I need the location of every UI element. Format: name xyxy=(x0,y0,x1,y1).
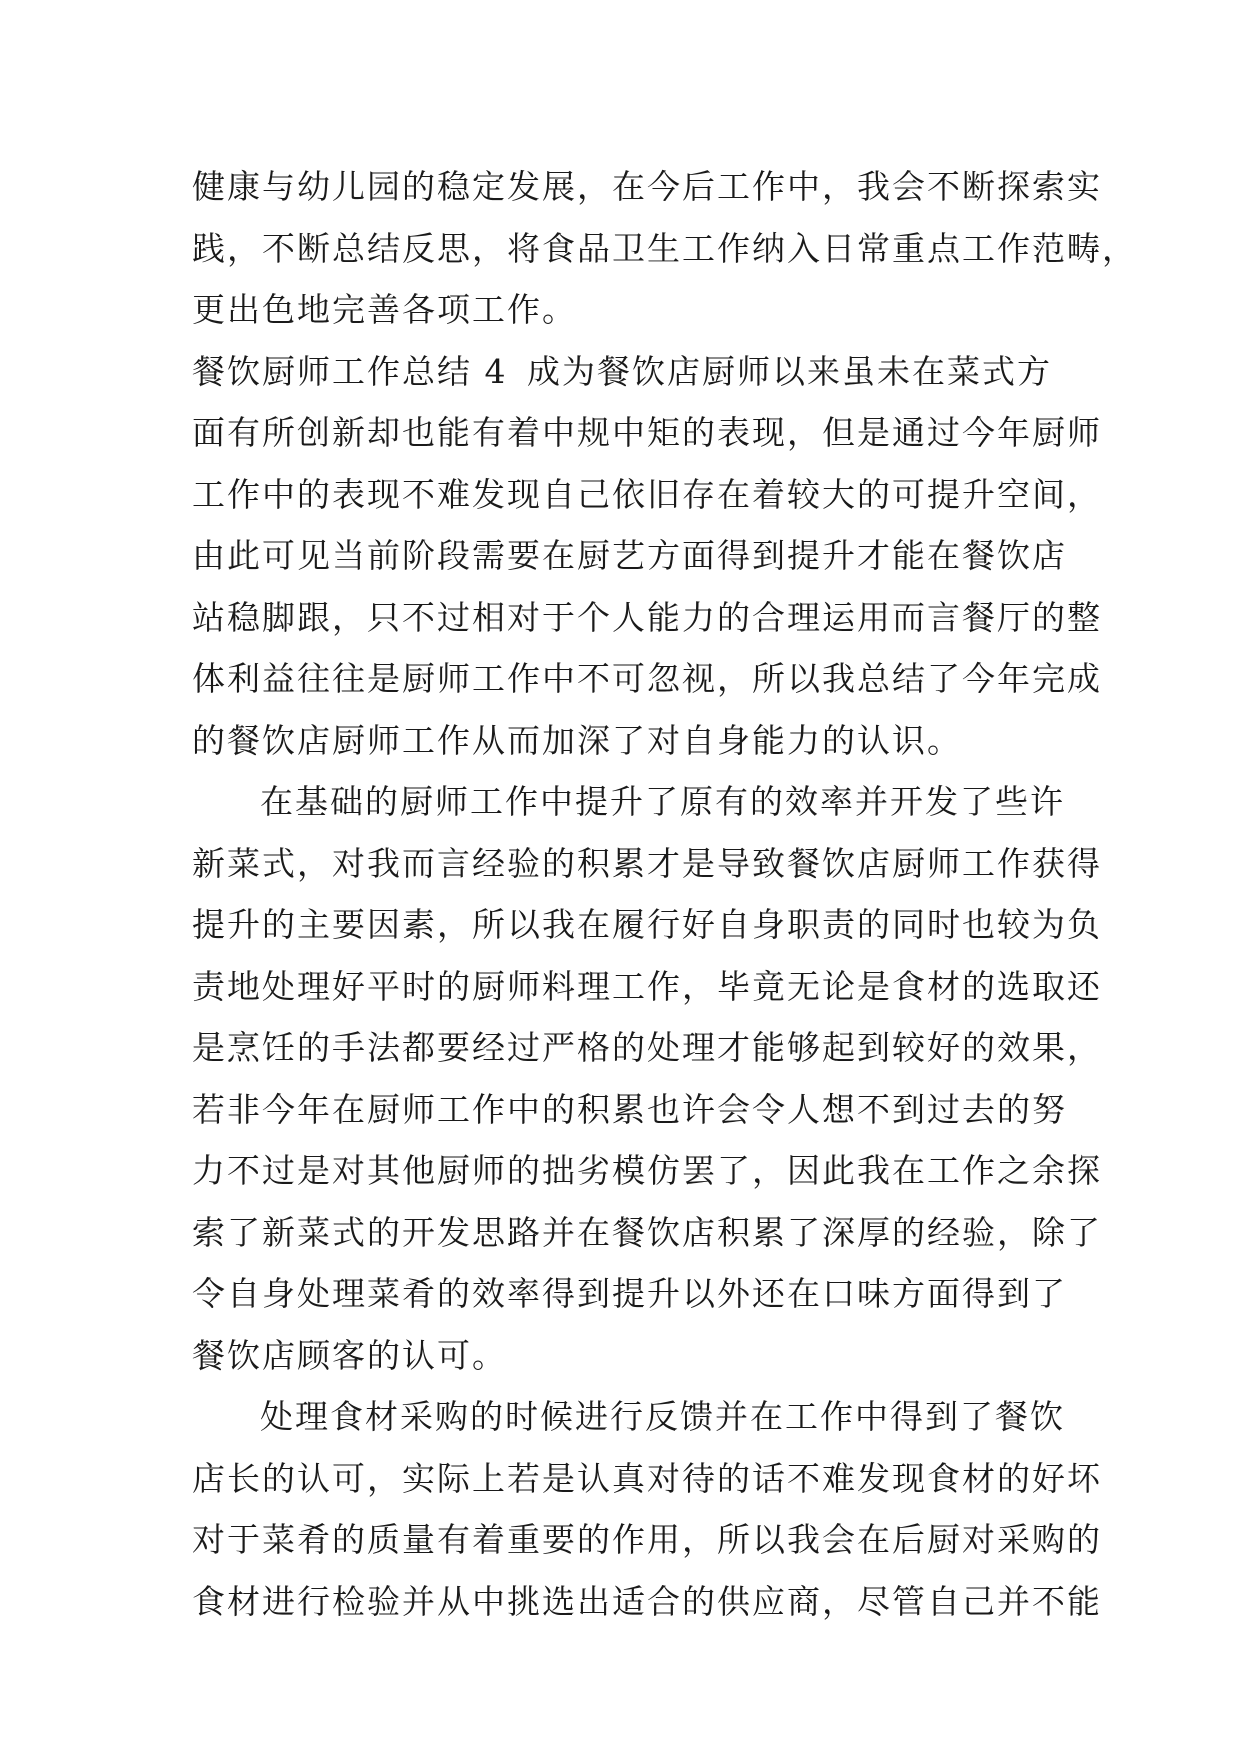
text-line: 处理食材采购的时候进行反馈并在工作中得到了餐饮 xyxy=(260,1397,1065,1436)
text-line: 由此可见当前阶段需要在厨艺方面得到提升才能在餐饮店 xyxy=(192,536,1067,575)
section-paragraph-1 xyxy=(192,341,1102,772)
text-line: 是烹饪的手法都要经过严格的处理才能够起到较好的效果， xyxy=(192,1028,1102,1067)
text-line: 提升的主要因素，所以我在履行好自身职责的同时也较为负 xyxy=(192,905,1102,944)
text-line: 责地处理好平时的厨师料理工作，毕竟无论是食材的选取还 xyxy=(192,966,1102,1006)
text-line: 食材进行检验并从中挑选出适合的供应商，尽管自己并不能 xyxy=(192,1581,1102,1621)
text-line: 对于菜肴的质量有着重要的作用，所以我会在后厨对采购的 xyxy=(192,1520,1102,1559)
text-line: 索了新菜式的开发思路并在餐饮店积累了深厚的经验，除了 xyxy=(192,1212,1102,1252)
text-line: 店长的认可，实际上若是认真对待的话不难发现食材的好坏 xyxy=(192,1458,1102,1498)
text-line: 若非今年在厨师工作中的积累也许会令人想不到过去的努 xyxy=(192,1089,1067,1129)
text-line: 工作中的表现不难发现自己依旧存在着较大的可提升空间， xyxy=(192,474,1102,514)
text-line: 新菜式，对我而言经验的积累才是导致餐饮店厨师工作获得 xyxy=(192,843,1102,883)
section-paragraph-2 xyxy=(192,771,1102,1386)
text-line: 餐饮店顾客的认可。 xyxy=(192,1335,507,1375)
section-heading: 餐饮厨师工作总结 4 xyxy=(192,351,508,391)
text-line: 践，不断总结反思，将食品卫生工作纳入日常重点工作范畴， xyxy=(192,228,1137,268)
text-line: 在基础的厨师工作中提升了原有的效率并开发了些许 xyxy=(260,782,1065,821)
text-line: 更出色地完善各项工作。 xyxy=(192,290,577,329)
text-line: 成为餐饮店厨师以来虽未在菜式方 xyxy=(527,351,1052,391)
section-paragraph-3 xyxy=(192,1386,1102,1632)
text-line: 体利益往往是厨师工作中不可忽视，所以我总结了今年完成 xyxy=(192,659,1102,698)
text-line: 令自身处理菜肴的效率得到提升以外还在口味方面得到了 xyxy=(192,1274,1067,1313)
text-line: 力不过是对其他厨师的拙劣模仿罢了，因此我在工作之余探 xyxy=(192,1151,1102,1190)
continuation-paragraph xyxy=(192,156,1137,341)
text-line: 的餐饮店厨师工作从而加深了对自身能力的认识。 xyxy=(192,720,962,760)
document-body xyxy=(192,156,1137,1632)
text-line: 站稳脚跟，只不过相对于个人能力的合理运用而言餐厅的整 xyxy=(192,597,1102,637)
section-heading-line xyxy=(192,341,1052,403)
text-line: 面有所创新却也能有着中规中矩的表现，但是通过今年厨师 xyxy=(192,413,1102,452)
text-line: 健康与幼儿园的稳定发展，在今后工作中，我会不断探索实 xyxy=(192,167,1102,206)
